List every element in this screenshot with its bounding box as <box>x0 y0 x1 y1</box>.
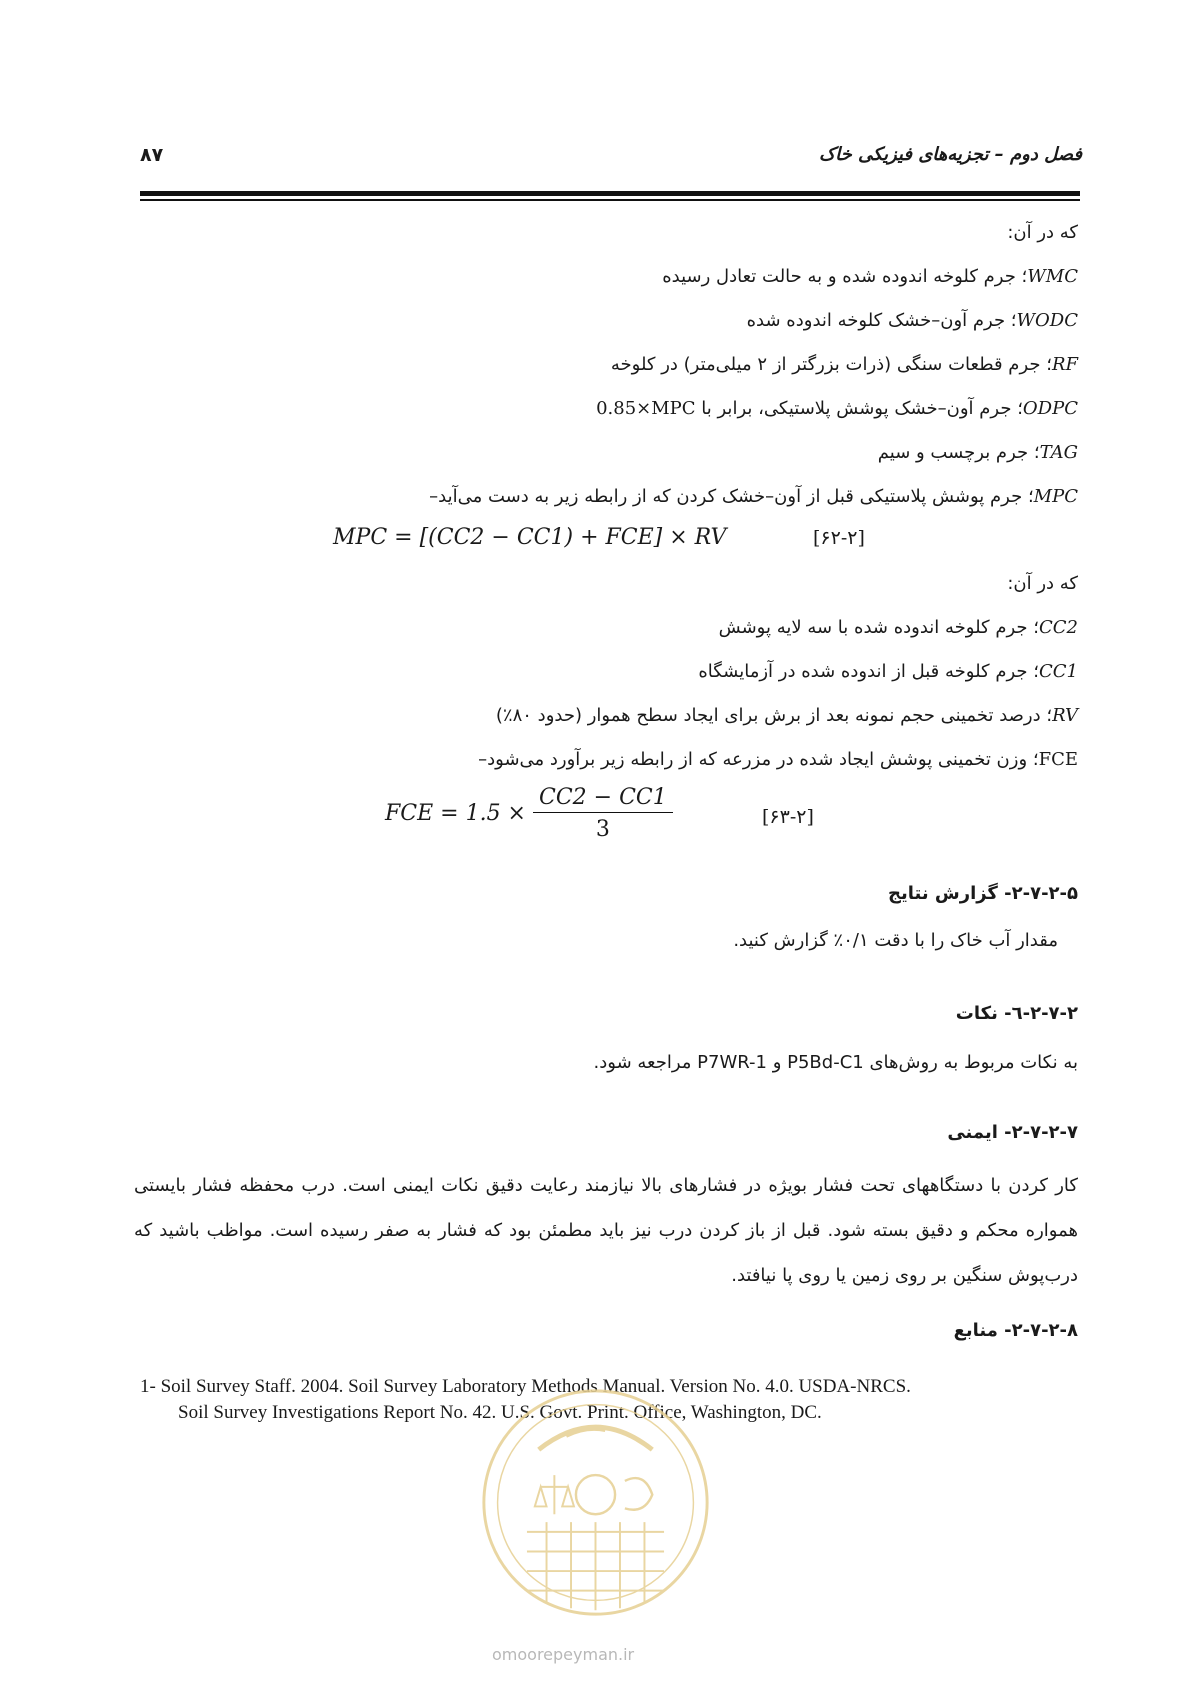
equation-63-numerator: CC2 − CC1 <box>533 785 673 813</box>
definition-cc1 <box>698 661 1078 682</box>
definitions-intro-2: که در آن: <box>1007 573 1078 594</box>
definition-rv <box>496 705 1078 726</box>
definition-fce <box>478 749 1078 770</box>
page-number: ۸۷ <box>140 144 164 166</box>
header-rule-thick <box>140 191 1080 196</box>
definition-text: ؛ جرم برچسب و سیم <box>877 442 1040 463</box>
symbol: RF <box>1051 354 1078 375</box>
definition-mpc <box>429 486 1078 507</box>
symbol: CC2 <box>1039 617 1078 638</box>
section-heading-safety: ۲-۷-۲-۷- ایمنی <box>947 1122 1078 1143</box>
definition-text: ؛ جرم کلوخه قبل از اندوده شده در آزمایشگاه <box>698 661 1039 682</box>
symbol: TAG <box>1039 442 1078 463</box>
reference-line-2: Soil Survey Investigations Report No. 42. U.S. Govt. Print. Office, Washington, DC. <box>178 1402 822 1423</box>
watermark-seal-icon <box>478 1385 713 1620</box>
definition-tail: 0.85×MPC <box>596 398 696 419</box>
equation-62-number: [۶۲-۲] <box>813 527 865 549</box>
symbol: MPC <box>1033 486 1078 507</box>
symbol: RV <box>1052 705 1078 726</box>
equation-63-lhs: FCE = 1.5 × <box>385 801 526 826</box>
symbol: ODPC <box>1022 398 1078 419</box>
chapter-title: فصل دوم – تجزیه‌های فیزیکی خاک <box>819 144 1082 165</box>
section-text-results: مقدار آب خاک را با دقت ۰/۱٪ گزارش کنید. <box>733 930 1058 951</box>
definition-cc2 <box>719 617 1078 638</box>
definition-odpc <box>596 398 1078 419</box>
definition-text: ؛ جرم کلوخه اندوده شده با سه لایه پوشش <box>718 617 1039 638</box>
watermark-site: omoorepeyman.ir <box>492 1645 635 1664</box>
section-heading-results: ۲-۷-۲-۵- گزارش نتایج <box>888 883 1078 904</box>
section-text-safety: کار کردن با دستگاههای تحت فشار بویژه در فشارهای بالا نیازمند رعایت دقیق نکات ایمنی است. درب محفظه فشار بایستی همواره محکم و دقیق بسته شود. قبل از باز کردن درب نیز باید مطمئن بود که فشار به صفر رسیده است. مواظب باشید که درب‌پوش سنگین بر روی زمین یا روی پا نیافتد. <box>134 1175 1078 1286</box>
definition-text: ؛ درصد تخمینی حجم نمونه بعد از برش برای ایجاد سطح هموار (حدود ۸۰٪) <box>495 705 1053 726</box>
definition-wmc <box>662 266 1078 287</box>
definitions-intro-1: که در آن: <box>1007 222 1078 243</box>
definition-text: ؛ جرم آون–خشک کلوخه اندوده شده <box>746 310 1017 331</box>
symbol: WODC <box>1016 310 1078 331</box>
symbol: FCE <box>1038 749 1078 770</box>
section-text-notes: به نکات مربوط به روش‌های P5Bd-C1 و P7WR-1 مراجعه شود. <box>593 1052 1078 1073</box>
equation-63 <box>385 785 673 842</box>
equation-63-denominator: 3 <box>595 817 610 842</box>
equation-62: MPC = [(CC2 − CC1) + FCE] × RV <box>333 525 727 550</box>
section-heading-references: ۲-۷-۲-۸- منابع <box>953 1320 1078 1341</box>
definition-text: ؛ جرم پوشش پلاستیکی قبل از آون–خشک کردن که از رابطه زیر به دست می‌آید– <box>429 486 1034 507</box>
definition-text: ؛ جرم آون–خشک پوشش پلاستیکی، برابر با <box>695 398 1023 419</box>
definition-tag <box>878 442 1078 463</box>
definition-text: ؛ وزن تخمینی پوشش ایجاد شده در مزرعه که از رابطه زیر برآورد می‌شود– <box>478 749 1039 770</box>
definition-rf <box>611 354 1078 375</box>
definition-text: ؛ جرم کلوخه اندوده شده و به حالت تعادل رسیده <box>662 266 1028 287</box>
reference-line-1: 1- Soil Survey Staff. 2004. Soil Survey Laboratory Methods Manual. Version No. 4.0. USDA-NRCS. <box>140 1376 911 1397</box>
definition-text: ؛ جرم قطعات سنگی (ذرات بزرگتر از ۲ میلی‌متر) در کلوخه <box>610 354 1052 375</box>
equation-63-fraction <box>533 785 673 842</box>
section-heading-notes: ۲-۷-۲-٦- نکات <box>955 1003 1078 1024</box>
symbol: WMC <box>1027 266 1078 287</box>
definition-wodc <box>747 310 1078 331</box>
equation-63-number: [۶۳-۲] <box>762 806 814 828</box>
header-rule-thin <box>140 199 1080 201</box>
symbol: CC1 <box>1039 661 1078 682</box>
